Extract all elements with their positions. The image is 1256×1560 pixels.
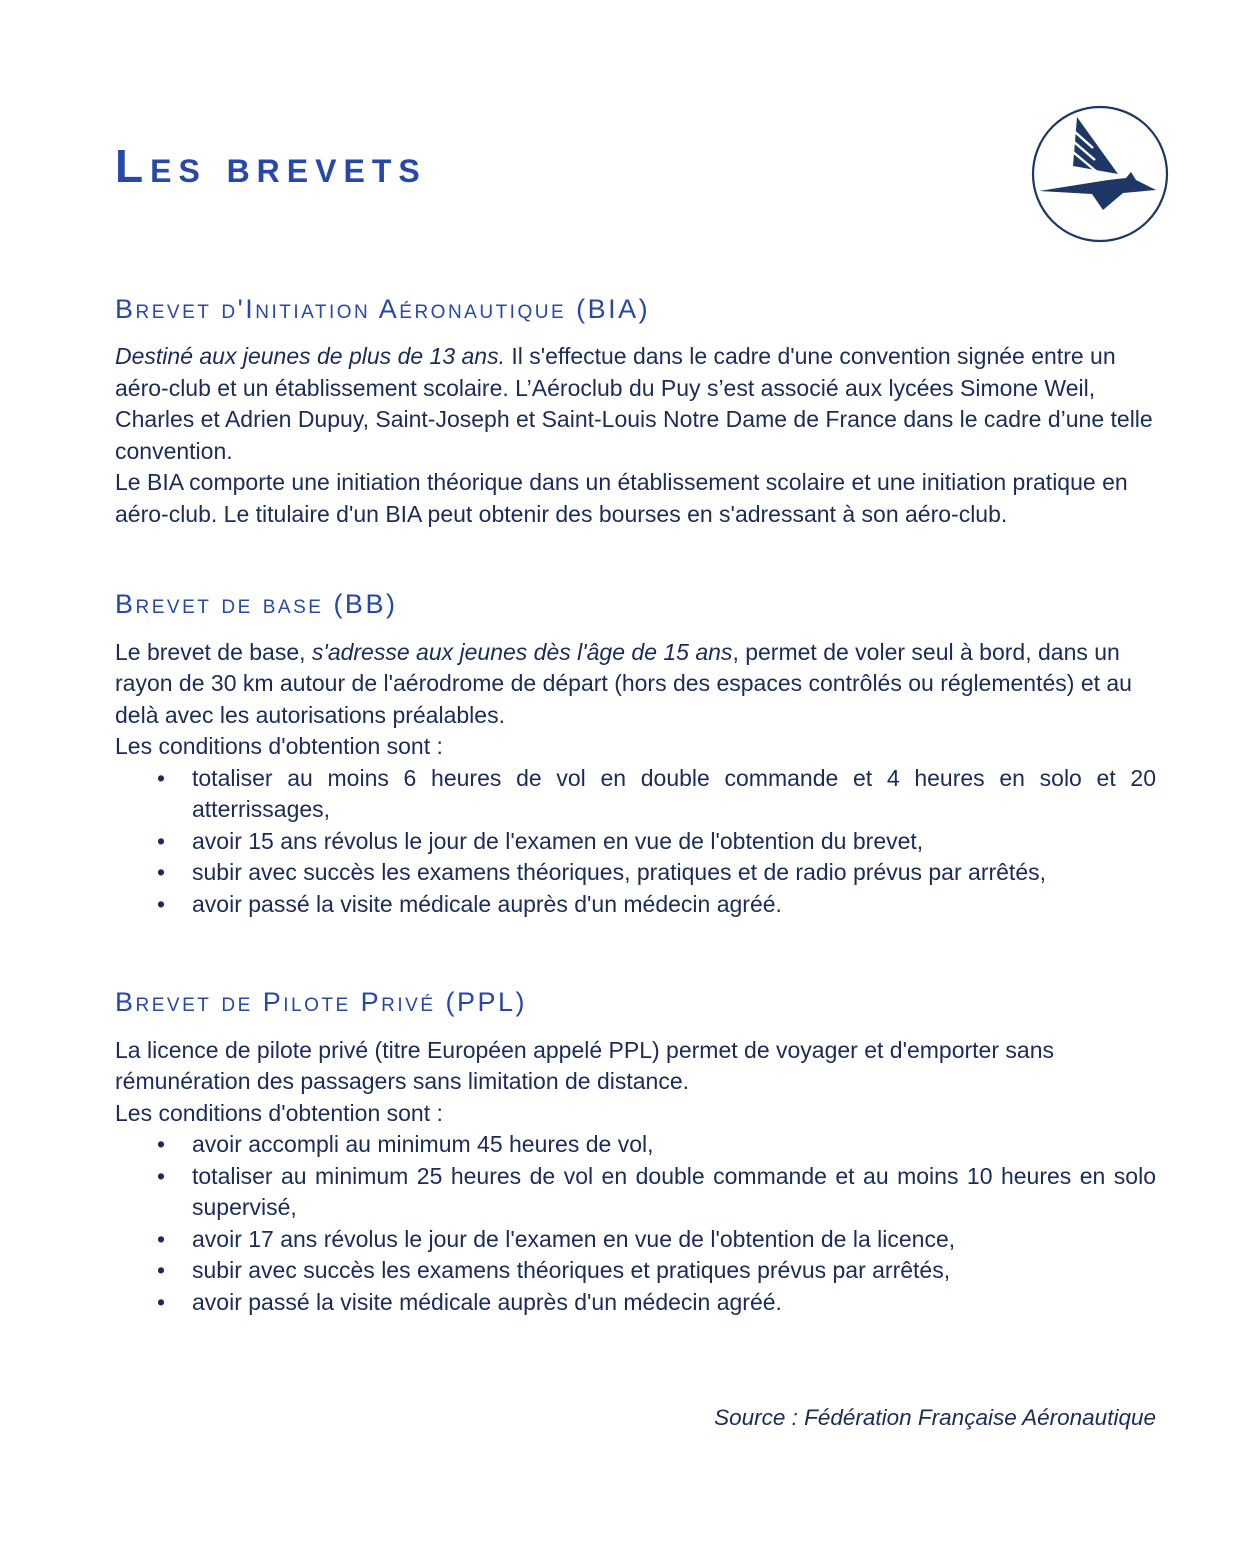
text-run: , permet de voler seul à bord, dans un rayon de 30 km autour de l'aérodrome de départ (hors des espaces contrôlés ou réglementés) et au delà avec les autorisations préalables. bbox=[115, 638, 1132, 728]
paragraph bbox=[115, 1098, 1156, 1130]
paragraph bbox=[115, 1035, 1156, 1098]
list-item: • avoir passé la visite médicale auprès d'un médecin agréé. bbox=[115, 1287, 1156, 1319]
text-run: Il s'effectue dans le cadre d'une convention signée entre un aéro-club et un établissement scolaire. L’Aéroclub du Puy s’est associé aux lycées Simone Weil, Charles et Adrien Dupuy, Saint-Joseph et Saint-Louis Notre Dame de France dans le cadre d’une telle convention. bbox=[115, 343, 1153, 464]
italic-run: s'adresse aux jeunes dès l'âge de 15 ans bbox=[311, 638, 733, 665]
source-note: Source : Fédération Française Aéronautique bbox=[714, 1405, 1156, 1430]
section-bb bbox=[115, 588, 1156, 920]
list-item: • totaliser au moins 6 heures de vol en double commande et 4 heures en solo et 20 atterrissages, bbox=[115, 763, 1156, 826]
list-item: • avoir passé la visite médicale auprès d'un médecin agréé. bbox=[115, 889, 1156, 921]
section-ppl bbox=[115, 986, 1156, 1318]
list-item: • totaliser au minimum 25 heures de vol en double commande et au moins 10 heures en solo supervisé, bbox=[115, 1161, 1156, 1224]
document-content bbox=[115, 0, 1156, 1318]
paragraph bbox=[115, 731, 1156, 763]
paragraph bbox=[115, 637, 1156, 732]
section-heading: Brevet d'Initiation Aéronautique (BIA) bbox=[115, 293, 651, 324]
sections bbox=[115, 293, 1156, 1318]
text-run: La licence de pilote privé (titre Européen appelé PPL) permet de voyager et d'emporter sans rémunération des passagers sans limitation de distance. bbox=[115, 1036, 1054, 1095]
list-item: • subir avec succès les examens théoriques, pratiques et de radio prévus par arrêtés, bbox=[115, 857, 1156, 889]
paragraph bbox=[115, 341, 1156, 467]
italic-run: Destiné aux jeunes de plus de 13 ans. bbox=[115, 343, 505, 370]
text-run: Le BIA comporte une initiation théorique dans un établissement scolaire et une initiation pratique en aéro-club. Le titulaire d'un BIA peut obtenir des bourses en s'adressant à son aéro-club. bbox=[115, 469, 1128, 527]
list-item: • avoir accompli au minimum 45 heures de vol, bbox=[115, 1129, 1156, 1161]
text-run: Les conditions d'obtention sont : bbox=[115, 1099, 443, 1126]
section-heading: Brevet de Pilote Privé (PPL) bbox=[115, 987, 528, 1018]
page-title: Les brevets bbox=[115, 140, 427, 192]
list-item: • avoir 17 ans révolus le jour de l'examen en vue de l'obtention de la licence, bbox=[115, 1224, 1156, 1256]
list-item: • subir avec succès les examens théoriques et pratiques prévus par arrêtés, bbox=[115, 1255, 1156, 1287]
paragraph bbox=[115, 467, 1156, 530]
section-heading: Brevet de base (BB) bbox=[115, 589, 398, 620]
section-bia bbox=[115, 293, 1156, 530]
text-run: Les conditions d'obtention sont : bbox=[115, 733, 443, 760]
list-item: • avoir 15 ans révolus le jour de l'examen en vue de l'obtention du brevet, bbox=[115, 826, 1156, 858]
bullet-list bbox=[115, 763, 1156, 921]
bullet-list bbox=[115, 1129, 1156, 1318]
text-run: Le brevet de base, bbox=[115, 638, 312, 665]
